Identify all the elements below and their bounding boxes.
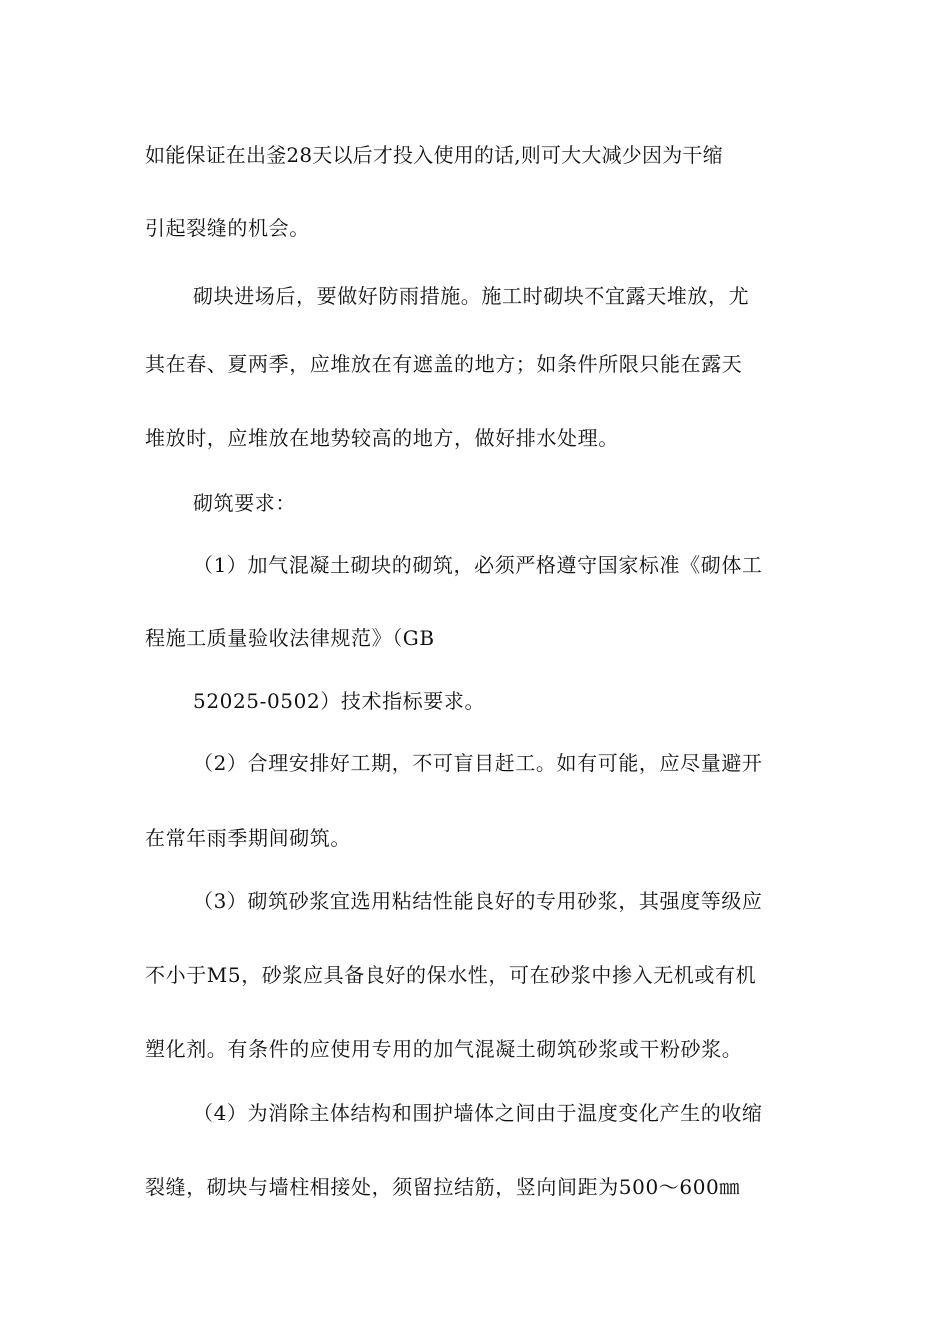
- list-item-4: （4）为消除主体结构和围护墙体之间由于温度变化产生的收缩: [193, 1101, 763, 1125]
- text-line: 不小于M5，砂浆应具备良好的保水性，可在砂浆中掺入无机或有机: [145, 963, 757, 987]
- text-line: 塑化剂。有条件的应使用专用的加气混凝土砌筑砂浆或干粉砂浆。: [145, 1037, 743, 1061]
- section-heading: 砌筑要求：: [193, 491, 296, 515]
- text-line: 堆放时，应堆放在地势较高的地方，做好排水处理。: [145, 426, 619, 450]
- list-item-1: （1）加气混凝土砌块的砌筑，必须严格遵守国家标准《砌体工: [193, 553, 763, 577]
- list-item-3: （3）砌筑砂浆宜选用粘结性能良好的专用砂浆，其强度等级应: [193, 889, 763, 913]
- text-line: 引起裂缝的机会。: [145, 216, 310, 240]
- text-line: 其在春、夏两季，应堆放在有遮盖的地方；如条件所限只能在露天: [145, 352, 743, 376]
- text-line: 52025-0502）技术指标要求。: [193, 689, 486, 713]
- text-line: 在常年雨季期间砌筑。: [145, 826, 351, 850]
- paragraph-start: 砌块进场后，要做好防雨措施。施工时砌块不宜露天堆放，尤: [193, 284, 750, 308]
- text-line: 如能保证在出釜28天以后才投入使用的话,则可大大减少因为干缩: [145, 143, 723, 167]
- text-line: 裂缝，砌块与墙柱相接处，须留拉结筋，竖向间距为500～600㎜: [145, 1175, 740, 1199]
- list-item-2: （2）合理安排好工期，不可盲目赶工。如有可能，应尽量避开: [193, 751, 763, 775]
- text-line: 程施工质量验收法律规范》（GB: [145, 626, 435, 650]
